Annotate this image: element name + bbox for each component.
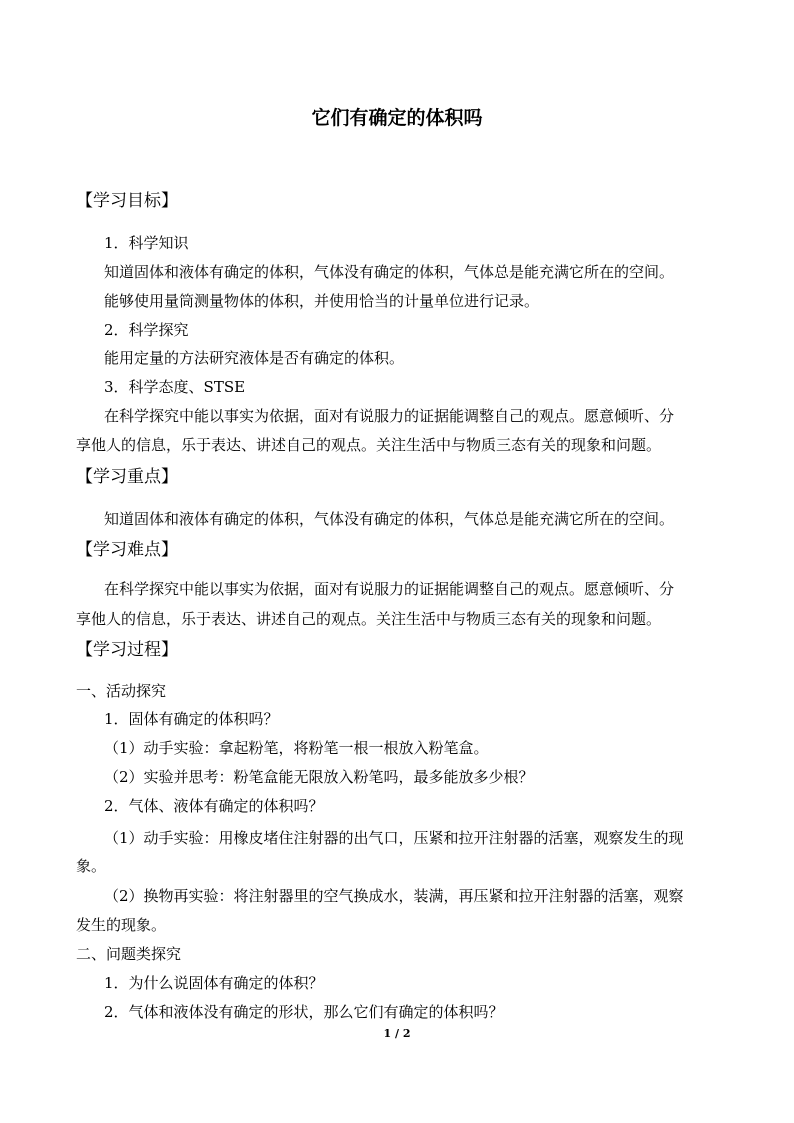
question-line: （2）换物再实验：将注射器里的空气换成水，装满，再压紧和拉开注射器的活塞，观察 xyxy=(104,887,684,905)
paragraph-line: 能用定量的方法研究液体是否有确定的体积。 xyxy=(104,349,405,367)
section-heading-goals: 【学习目标】 xyxy=(76,191,178,211)
paragraph-line: 在科学探究中能以事实为依据，面对有说服力的证据能调整自己的观点。愿意倾听、分 xyxy=(104,407,675,425)
subsection-heading: 二、问题类探究 xyxy=(76,945,182,963)
question-line: 象。 xyxy=(76,857,107,875)
paragraph-line: 享他人的信息，乐于表达、讲述自己的观点。关注生活中与物质三态有关的现象和问题。 xyxy=(76,610,662,628)
section-heading-difficult: 【学习难点】 xyxy=(76,540,178,560)
paragraph-line: 能够使用量筒测量物体的体积，并使用恰当的计量单位进行记录。 xyxy=(104,292,540,310)
paragraph-line: 知道固体和液体有确定的体积，气体没有确定的体积，气体总是能充满它所在的空间。 xyxy=(104,263,675,281)
paragraph-line: 知道固体和液体有确定的体积，气体没有确定的体积，气体总是能充满它所在的空间。 xyxy=(104,510,675,528)
question-line: 发生的现象。 xyxy=(76,916,167,934)
question-line: （1）动手实验：拿起粉笔，将粉笔一根一根放入粉笔盒。 xyxy=(104,739,489,757)
goal-heading-knowledge: 1．科学知识 xyxy=(104,234,189,252)
section-heading-process: 【学习过程】 xyxy=(76,640,178,660)
goal-heading-inquiry: 2．科学探究 xyxy=(104,321,189,339)
paragraph-line: 在科学探究中能以事实为依据，面对有说服力的证据能调整自己的观点。愿意倾听、分 xyxy=(104,580,675,598)
question-line: 2．气体、液体有确定的体积吗？ xyxy=(104,797,324,815)
question-line: （1）动手实验：用橡皮堵住注射器的出气口，压紧和拉开注射器的活塞，观察发生的现 xyxy=(104,829,684,847)
paragraph-line: 享他人的信息，乐于表达、讲述自己的观点。关注生活中与物质三态有关的现象和问题。 xyxy=(76,436,662,454)
question-line: 2．气体和液体没有确定的形状，那么它们有确定的体积吗？ xyxy=(104,1003,504,1021)
page-number: 1 / 2 xyxy=(383,1027,411,1040)
subsection-heading: 一、活动探究 xyxy=(76,682,167,700)
question-line: （2）实验并思考：粉笔盒能无限放入粉笔吗，最多能放多少根？ xyxy=(104,768,534,786)
goal-heading-attitude: 3．科学态度、STSE xyxy=(104,378,246,396)
question-line: 1．为什么说固体有确定的体积？ xyxy=(104,974,324,992)
question-line: 1．固体有确定的体积吗？ xyxy=(104,710,279,728)
page-title: 它们有确定的体积吗 xyxy=(311,107,483,129)
section-heading-key: 【学习重点】 xyxy=(76,467,178,487)
